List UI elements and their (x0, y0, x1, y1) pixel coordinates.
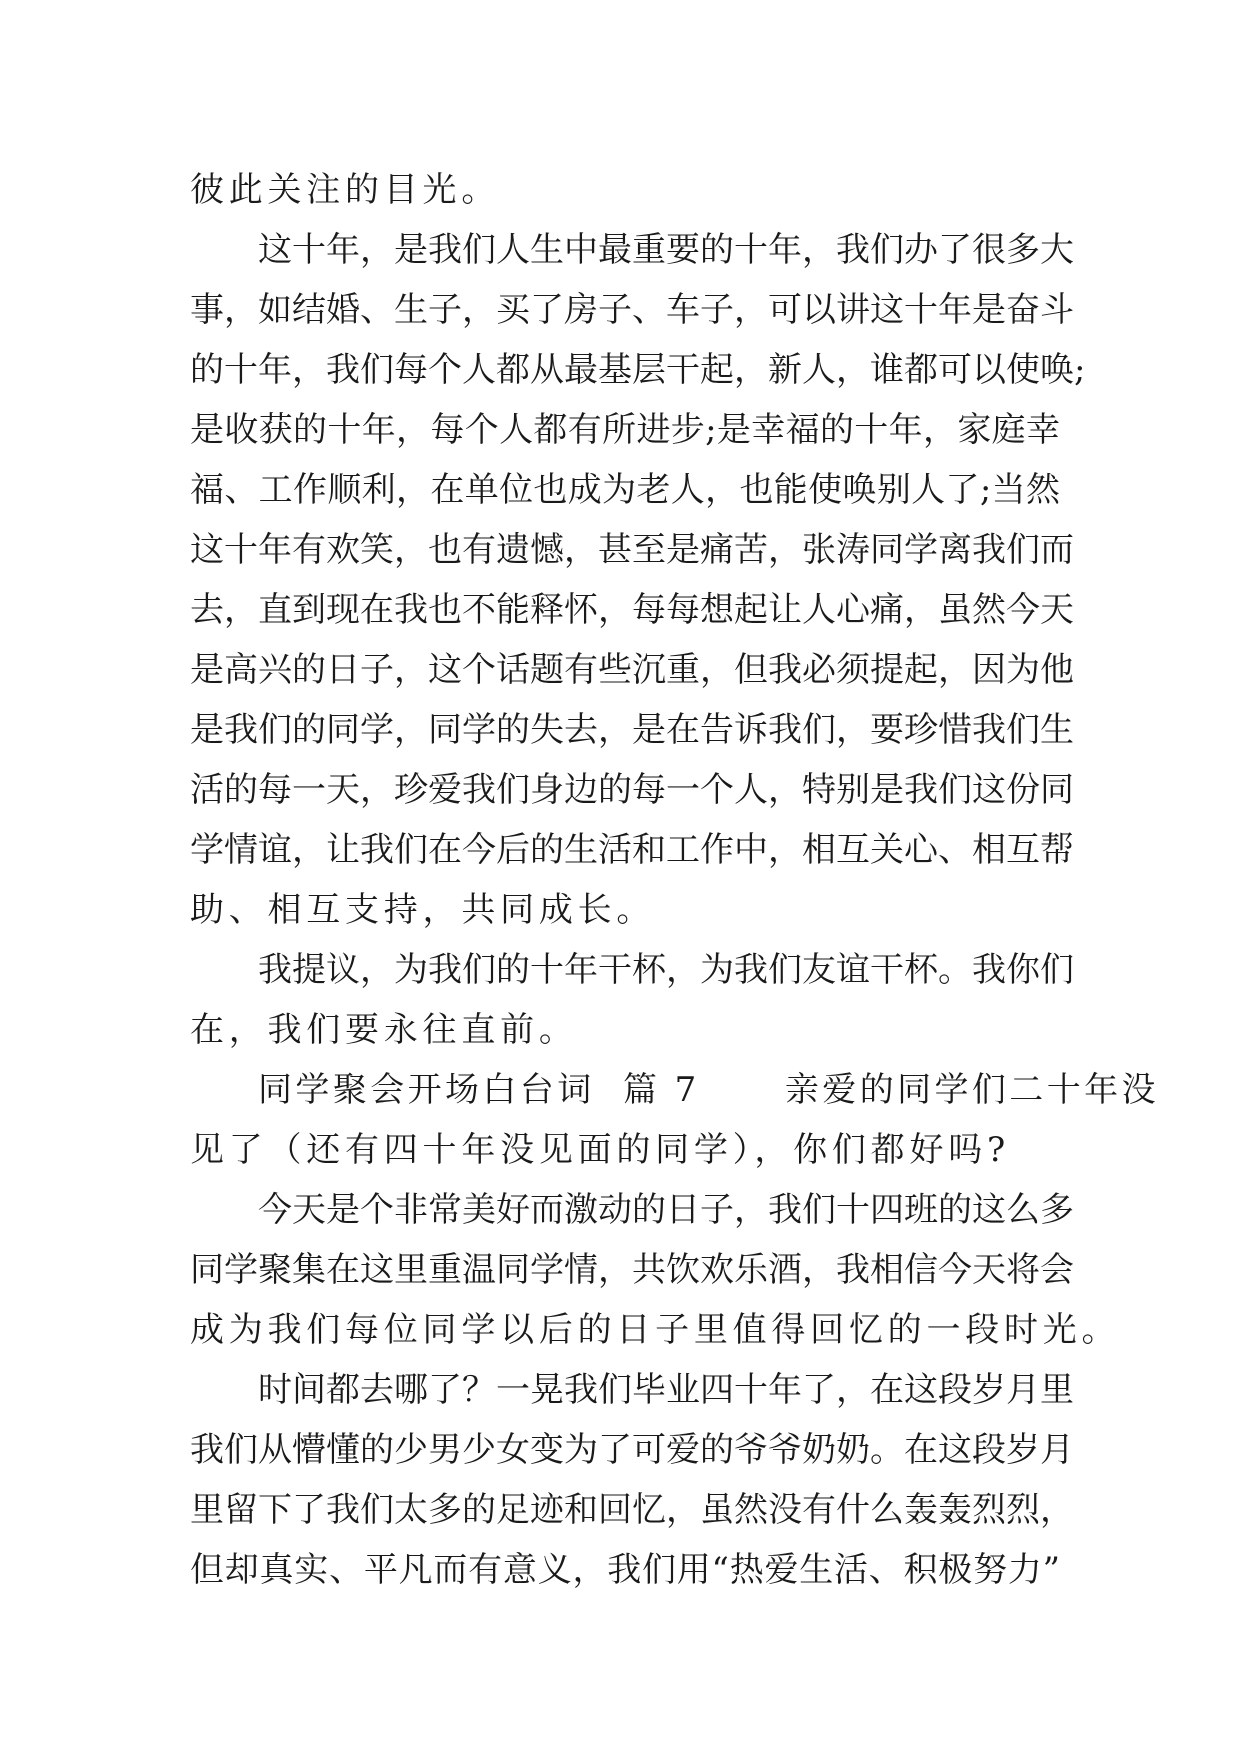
section-heading-line: 同学聚会开场白台词 篇 7 亲爱的同学们二十年没 (258, 1070, 1159, 1110)
body-text (190, 160, 1159, 1600)
text-line: 我们从懵懂的少男少女变为了可爱的爷爷奶奶。在这段岁月 (190, 1430, 1074, 1470)
text-line: 的十年，我们每个人都从最基层干起，新人，谁都可以使唤; (190, 350, 1086, 390)
text-line: 去，直到现在我也不能释怀，每每想起让人心痛，虽然今天 (190, 590, 1074, 630)
text-line: 学情谊，让我们在今后的生活和工作中，相互关心、相互帮 (190, 830, 1074, 870)
text-line: 活的每一天，珍爱我们身边的每一个人，特别是我们这份同 (190, 770, 1074, 810)
text-line: 见了（还有四十年没见面的同学），你们都好吗? (190, 1130, 1010, 1170)
text-line: 这十年有欢笑，也有遗憾，甚至是痛苦，张涛同学离我们而 (190, 530, 1074, 570)
text-line: 但却真实、平凡而有意义，我们用“热爱生活、积极努力” (190, 1550, 1060, 1590)
text-line: 福、工作顺利，在单位也成为老人，也能使唤别人了;当然 (190, 470, 1061, 510)
text-line: 时间都去哪了？一晃我们毕业四十年了，在这段岁月里 (258, 1370, 1074, 1410)
text-line: 彼此关注的目光。 (190, 170, 501, 210)
text-line: 这十年，是我们人生中最重要的十年，我们办了很多大 (258, 230, 1074, 270)
text-line: 是我们的同学，同学的失去，是在告诉我们，要珍惜我们生 (190, 710, 1074, 750)
text-line: 同学聚集在这里重温同学情，共饮欢乐酒，我相信今天将会 (190, 1250, 1074, 1290)
text-line: 里留下了我们太多的足迹和回忆，虽然没有什么轰轰烈烈， (190, 1490, 1074, 1530)
text-line: 是收获的十年，每个人都有所进步;是幸福的十年，家庭幸 (190, 410, 1061, 450)
text-line: 事，如结婚、生子，买了房子、车子，可以讲这十年是奋斗 (190, 290, 1074, 330)
text-line: 是高兴的日子，这个话题有些沉重，但我必须提起，因为他 (190, 650, 1074, 690)
text-line: 我提议，为我们的十年干杯，为我们友谊干杯。我你们 (258, 950, 1074, 990)
text-line: 成为我们每位同学以后的日子里值得回忆的一段时光。 (190, 1310, 1121, 1350)
text-line: 今天是个非常美好而激动的日子，我们十四班的这么多 (258, 1190, 1074, 1230)
text-line: 助、相互支持，共同成长。 (190, 890, 656, 930)
text-line: 在，我们要永往直前。 (190, 1010, 578, 1050)
